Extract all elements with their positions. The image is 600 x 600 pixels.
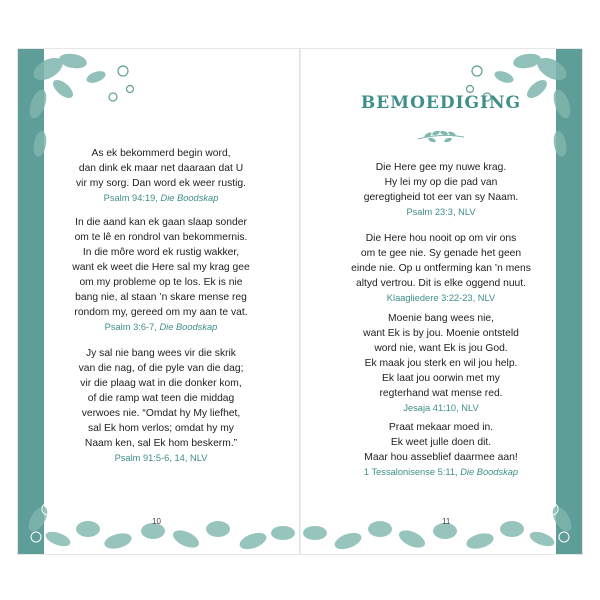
passage-line: Ek laat jou oorwin met my (382, 373, 500, 384)
passage-line: Jy sal nie bang wees vir die skrik (86, 348, 236, 359)
bible-version: NLV (458, 207, 476, 217)
passage-line: dan dink ek maar net daaraan dat U (78, 163, 244, 174)
passage-line: sal Ek hom verlos; omdat hy my (88, 423, 234, 434)
passage-line: of die ramp wat teen die middag (87, 393, 235, 404)
scripture-reference (50, 191, 272, 206)
scripture-passage (50, 146, 272, 206)
page-number: 10 (152, 517, 161, 526)
passage-line: As ek bekommerd begin word, (91, 148, 231, 159)
passage-line: om te lê en rondrol van bekommernis. (74, 232, 248, 243)
reference-text: 1 Tessalonisense 5:11, (363, 467, 458, 477)
passage-line: want Ek is by jou. Moenie ontsteld (363, 328, 519, 339)
bible-version: NLV (477, 293, 496, 303)
passage-line: om te gee nie. Sy genade het geen (360, 248, 522, 259)
passage-line: om my probleme op te los. Ek is nie (79, 277, 243, 288)
scripture-passage (330, 231, 552, 306)
passage-line: geregtigheid tot eer van sy Naam. (363, 192, 519, 203)
bible-version: Die Boodskap (160, 193, 219, 203)
passage-line: Die Here hou nooit op om vir ons (365, 233, 517, 244)
scripture-passage (330, 160, 552, 220)
passage-line: Maar hou asseblief daarmee aan! (364, 452, 518, 463)
passage-line: einde nie. Op u ontferming kan ’n mens (351, 263, 531, 274)
scripture-reference (50, 451, 272, 466)
scripture-passage (50, 346, 272, 466)
reference-text: Psalm 3:6-7, (104, 322, 157, 332)
scripture-reference (50, 320, 272, 335)
passage-line: regterhand wat mense red. (379, 388, 503, 399)
reference-text: Jesaja 41:10, (403, 403, 459, 413)
passage-line: word nie, want Ek is jou God. (374, 343, 508, 354)
book-gutter (299, 49, 301, 554)
left-page (18, 49, 300, 554)
passage-line: verwoes nie. “Omdat hy My liefhet, (81, 408, 241, 419)
book-spread (18, 49, 582, 554)
passage-line: Praat mekaar moed in. (388, 422, 494, 433)
passage-line: van die nag, of die pyle van die dag; (78, 363, 244, 374)
passage-line: rondom my, gereed om my aan te vat. (74, 307, 248, 318)
scripture-reference (330, 291, 552, 306)
sprig-ornament-icon (416, 129, 466, 150)
passage-line: Moenie bang wees nie, (388, 313, 494, 324)
passage-line: In die môre word ek rustig wakker, (82, 247, 240, 258)
scripture-reference (330, 465, 552, 480)
page-title: BEMOEDIGING (360, 93, 522, 113)
passage-line: vir my sorg. Dan word ek weer rustig. (76, 178, 246, 189)
floral-border-icon (300, 469, 582, 554)
right-page (300, 49, 582, 554)
passage-line: Ek maak jou sterk en wil jou help. (364, 358, 518, 369)
reference-text: Klaagliedere 3:22-23, (386, 293, 476, 303)
page-number: 11 (442, 517, 451, 526)
passage-line: Naam ken, sal Ek hom beskerm.” (84, 438, 238, 449)
passage-line: vir die plaag wat in die donker kom, (80, 378, 242, 389)
scripture-reference (330, 205, 552, 220)
passage-line: altyd vertrou. Dit is elke oggend nuut. (356, 278, 526, 289)
reference-text: Psalm 91:5-6, 14, (114, 453, 188, 463)
scripture-reference (330, 401, 552, 416)
passage-line: want ek weet die Here sal my krag gee (72, 262, 250, 273)
reference-text: Psalm 23:3, (406, 207, 456, 217)
bible-version: NLV (461, 403, 479, 413)
passage-line: Hy lei my op die pad van (384, 177, 498, 188)
passage-line: Ek weet julle doen dit. (390, 437, 492, 448)
passage-line: Die Here gee my nuwe krag. (375, 162, 507, 173)
bible-version: Die Boodskap (460, 467, 519, 477)
scripture-passage (330, 420, 552, 480)
reference-text: Psalm 94:19, (103, 193, 158, 203)
passage-line: bang nie, al staan ’n skare mense reg (75, 292, 247, 303)
scripture-passage (50, 215, 272, 335)
passage-line: In die aand kan ek gaan slaap sonder (75, 217, 247, 228)
scripture-passage (330, 311, 552, 416)
floral-border-icon (18, 469, 300, 554)
bible-version: Die Boodskap (159, 322, 218, 332)
bible-version: NLV (190, 453, 208, 463)
